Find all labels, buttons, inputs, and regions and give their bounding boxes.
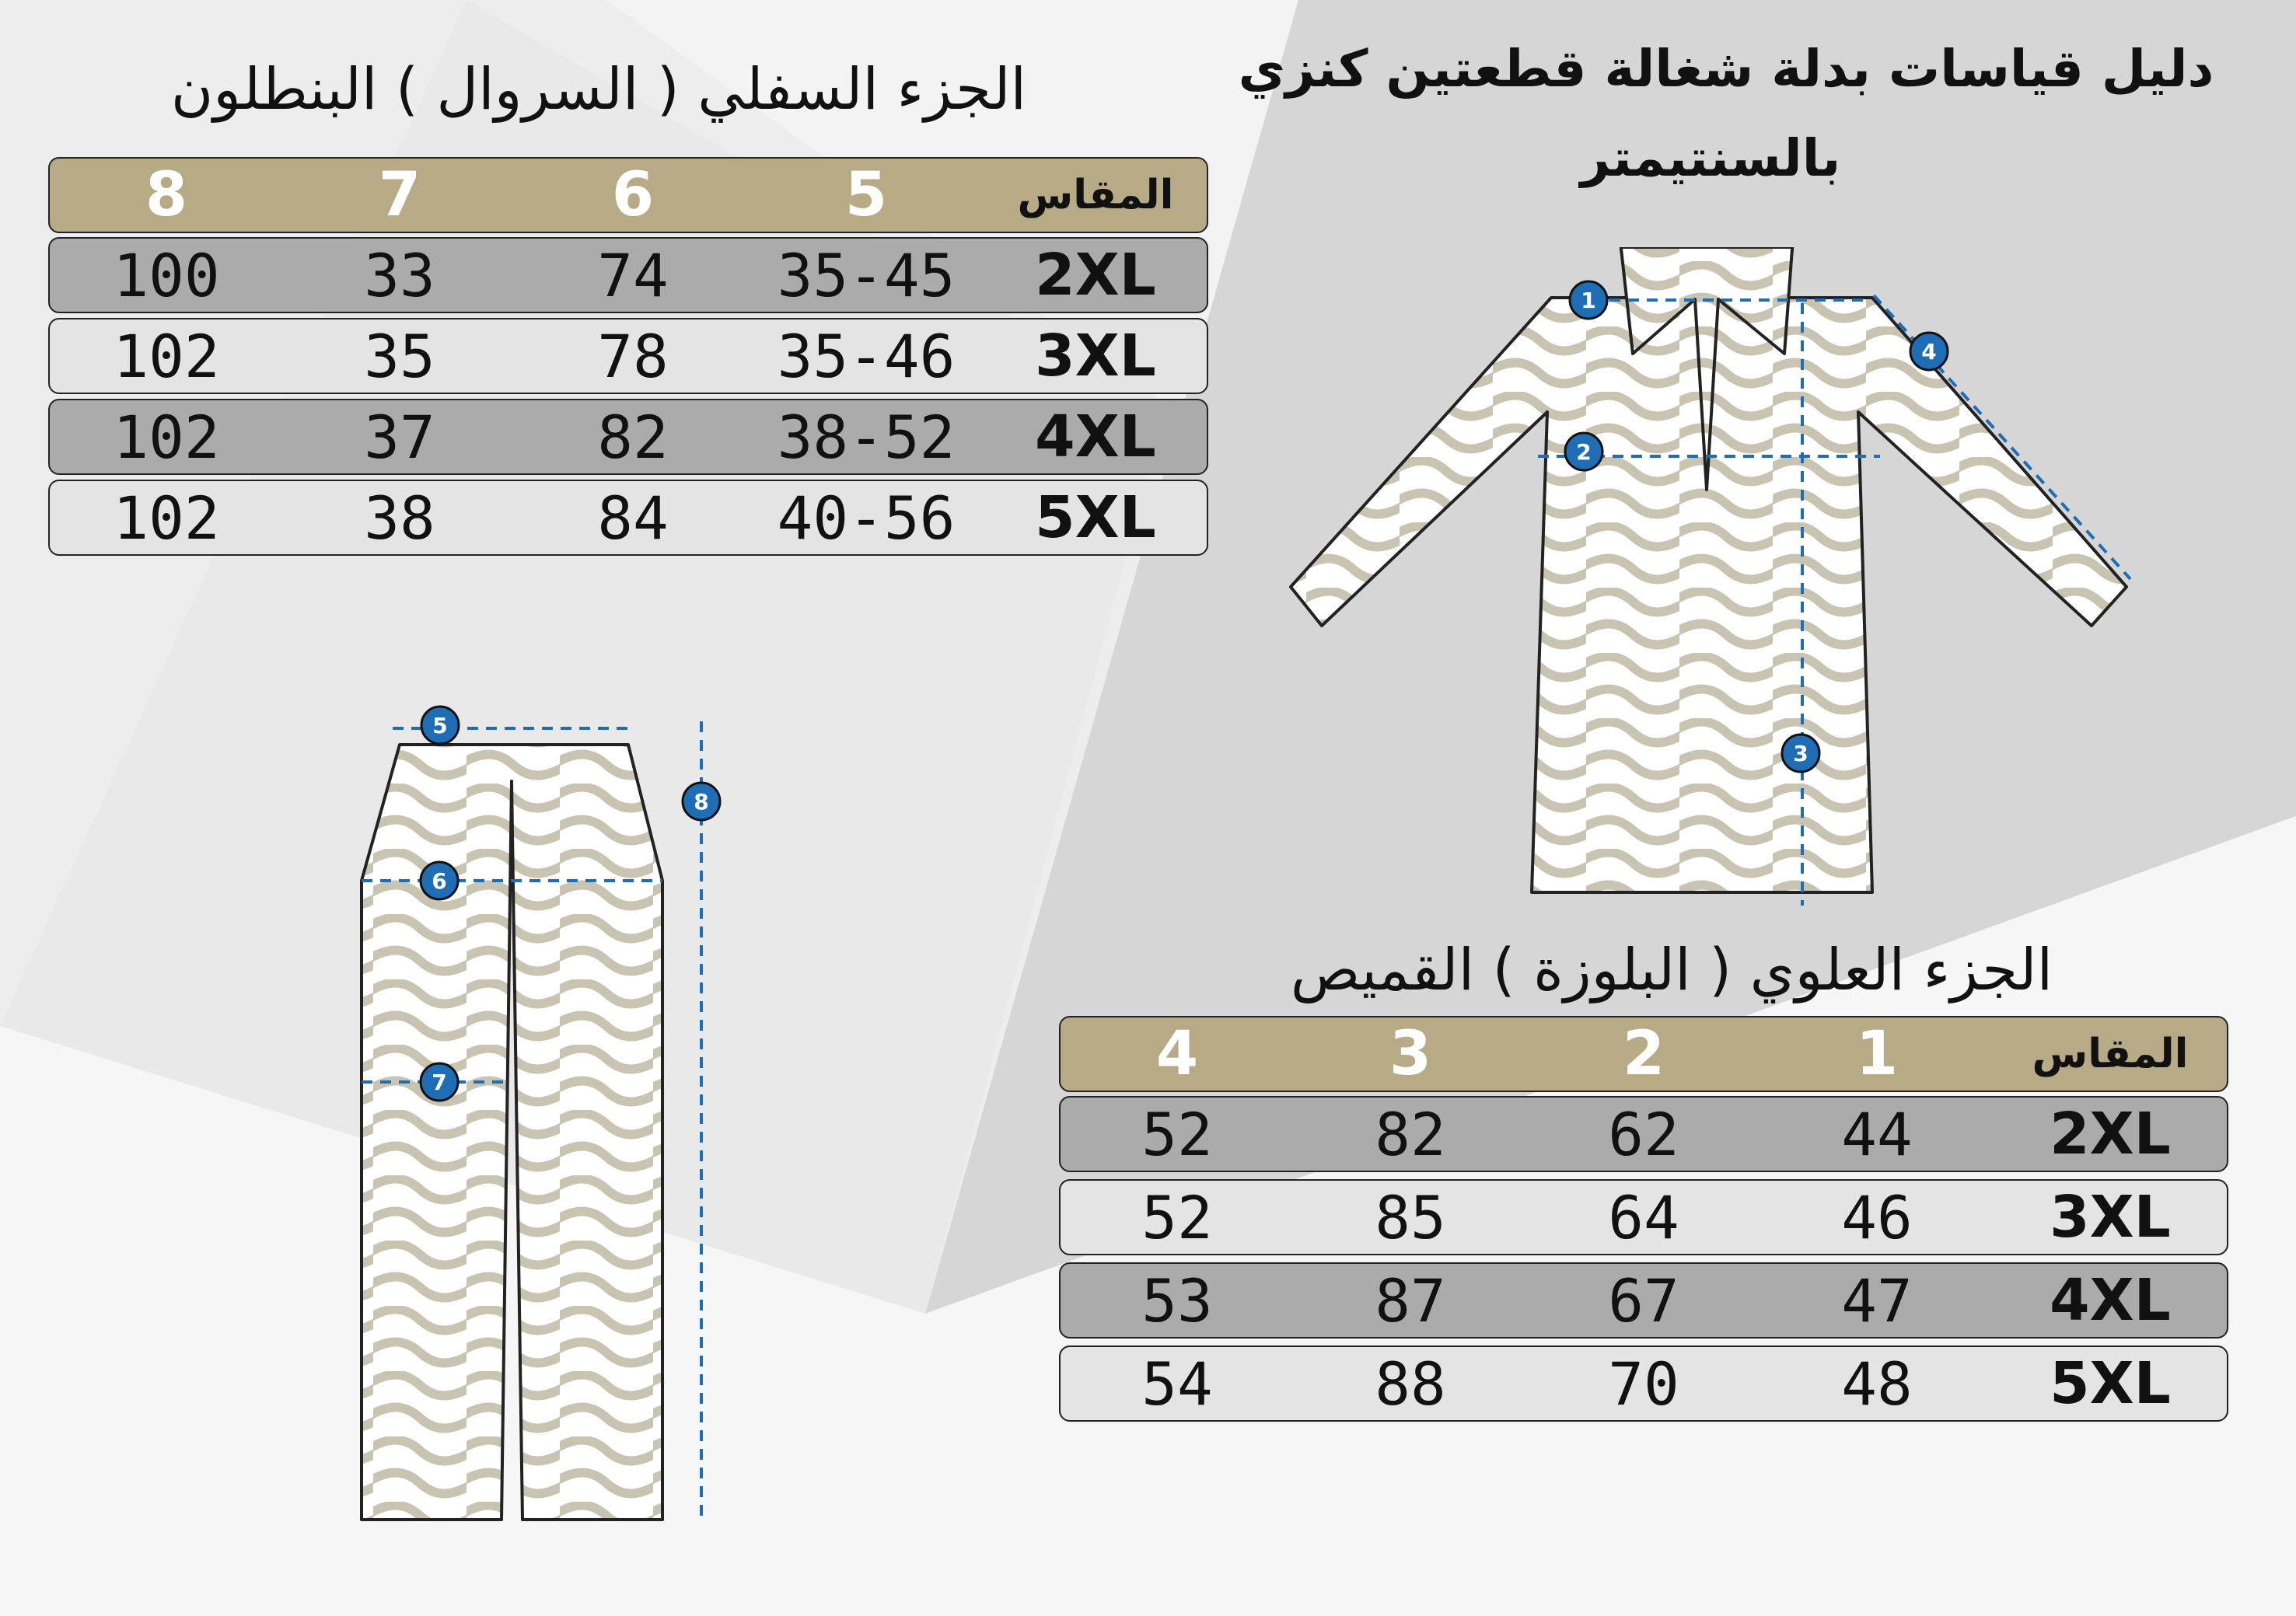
shirt-cell: 52 — [1141, 1099, 1213, 1169]
shirt-size: 4XL — [2050, 1267, 2171, 1334]
marker-3 — [1782, 735, 1819, 772]
pants-cell: 102 — [113, 483, 220, 553]
svg-text:4: 4 — [1921, 339, 1937, 365]
pants-cell: 35-46 — [777, 321, 956, 391]
shirt-cell: 87 — [1375, 1265, 1446, 1335]
pants-size: 2XL — [1035, 242, 1156, 309]
pants-cell: 35 — [364, 321, 435, 391]
pants-cell: 78 — [597, 321, 669, 391]
shirt-cell: 54 — [1141, 1349, 1213, 1419]
shirt-cell: 82 — [1375, 1099, 1446, 1169]
shirt-illustration — [1291, 249, 2130, 906]
pants-cell: 100 — [113, 240, 220, 310]
page-title-line2: بالسنتيمتر — [1580, 128, 1841, 188]
pants-cell: 35-45 — [777, 240, 956, 310]
marker-6 — [421, 862, 458, 899]
shirt-col-2: 2 — [1622, 1019, 1665, 1089]
pants-cell: 33 — [364, 240, 435, 310]
shirt-cell: 47 — [1841, 1265, 1913, 1335]
svg-text:2: 2 — [1576, 439, 1592, 465]
shirt-col-1: 1 — [1855, 1019, 1899, 1089]
shirt-cell: 44 — [1841, 1099, 1913, 1169]
page-title-line1: دليل قياسات بدلة شغالة قطعتين كنزي — [1238, 39, 2214, 99]
pants-cell: 74 — [597, 240, 669, 310]
pants-col-7: 7 — [378, 160, 421, 230]
shirt-cell: 67 — [1608, 1265, 1679, 1335]
pants-size: 3XL — [1035, 323, 1156, 389]
pants-col-5: 5 — [844, 160, 888, 230]
svg-text:7: 7 — [432, 1070, 447, 1095]
pants-illustration — [362, 721, 701, 1520]
pants-size: 4XL — [1035, 403, 1156, 470]
pants-cell: 82 — [597, 402, 669, 472]
shirt-size: 3XL — [2050, 1184, 2171, 1251]
shirt-cell: 53 — [1141, 1265, 1213, 1335]
marker-1 — [1570, 281, 1607, 319]
shirt-col-4: 4 — [1155, 1019, 1199, 1089]
pants-cell: 102 — [113, 321, 220, 391]
svg-text:3: 3 — [1793, 741, 1808, 766]
pants-size-label: المقاس — [1017, 172, 1174, 218]
marker-5 — [421, 707, 459, 744]
shirt-section-title: الجزء العلوي ( البلوزة ) القميص — [1290, 937, 2053, 1003]
shirt-cell: 88 — [1375, 1349, 1446, 1419]
svg-text:1: 1 — [1581, 288, 1596, 313]
shirt-cell: 70 — [1608, 1349, 1679, 1419]
pants-col-8: 8 — [145, 160, 188, 230]
pants-cell: 84 — [597, 483, 669, 553]
pants-cell: 102 — [113, 402, 220, 472]
pants-section-title: الجزء السفلي ( السروال ) البنطلون — [170, 56, 1027, 123]
svg-text:5: 5 — [432, 713, 448, 738]
svg-text:6: 6 — [432, 868, 447, 894]
shirt-size: 2XL — [2050, 1101, 2171, 1167]
pants-cell: 40-56 — [777, 483, 956, 553]
svg-text:8: 8 — [694, 789, 709, 815]
pants-cell: 38-52 — [777, 402, 956, 472]
marker-8 — [683, 783, 720, 820]
shirt-cell: 48 — [1841, 1349, 1913, 1419]
shirt-size: 5XL — [2050, 1350, 2171, 1417]
shirt-cell: 62 — [1608, 1099, 1679, 1169]
marker-7 — [421, 1063, 458, 1101]
marker-4 — [1910, 333, 1948, 370]
shirt-cell: 52 — [1141, 1182, 1213, 1252]
shirt-col-3: 3 — [1389, 1019, 1432, 1089]
pants-col-6: 6 — [611, 160, 655, 230]
shirt-cell: 85 — [1375, 1182, 1446, 1252]
pants-size: 5XL — [1035, 484, 1156, 551]
shirt-cell: 46 — [1841, 1182, 1913, 1252]
marker-2 — [1565, 433, 1602, 470]
pants-cell: 38 — [364, 483, 435, 553]
shirt-cell: 64 — [1608, 1182, 1679, 1252]
pants-cell: 37 — [364, 402, 435, 472]
shirt-size-label: المقاس — [2032, 1031, 2189, 1077]
